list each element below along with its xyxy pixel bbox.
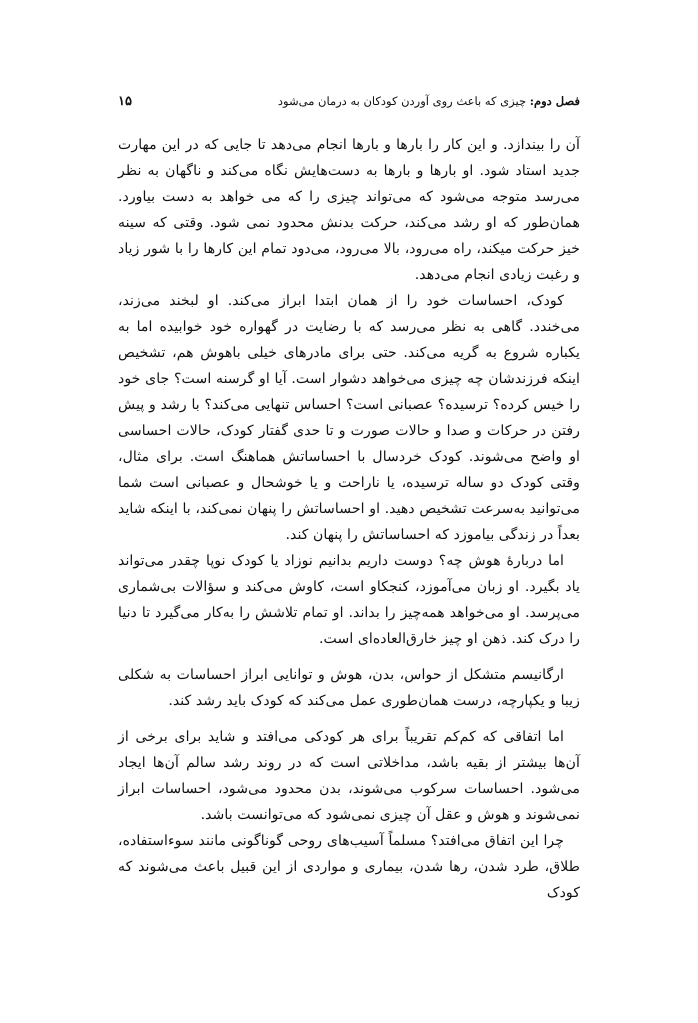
chapter-label: فصل دوم: <box>529 94 580 108</box>
paragraph: ارگانیسم متشکل از حواس، بدن، هوش و توانایی ابراز احساسات به شکلی زیبا و یکپارچه، درست همان‌طوری عمل می‌کند که کودک باید رشد کند. <box>118 667 580 709</box>
running-header <box>118 90 580 112</box>
body-text <box>118 132 580 906</box>
chapter-title: چیزی که باعث روی آوردن کودکان به درمان می‌شود <box>277 94 530 108</box>
paragraph: آن را بیندازد. و این کار را بارها و بارها انجام می‌دهد تا جایی که در این مهارت جدید استاد شود. او بارها و بارها به دست‌هایش نگاه می‌کند و ناگهان به نظر می‌رسد متوجه می‌شود که می‌تواند چیزی را که می خواهد به دست بیاورد. همان‌طور که او رشد می‌کند، حرکت بدنش محدود نمی شود. وقتی که سینه خیز حرکت میکند، راه می‌رود، بالا می‌رود، می‌دود تمام این کارها را با شور زیاد و رغبت زیادی انجام می‌دهد. <box>118 137 580 283</box>
page-number: ۱۵ <box>118 93 132 109</box>
chapter-heading <box>278 94 580 108</box>
paragraph: چرا این اتفاق می‌افتد؟ مسلماً آسیب‌های روحی گوناگونی مانند سوءاستفاده، طلاق، طرد شدن، رها شدن، بیماری و مواردی از این قبیل باعث می‌شوند که کودک <box>118 833 580 901</box>
paragraph: کودک، احساسات خود را از همان ابتدا ابراز می‌کند. او لبخند می‌زند، می‌خندد. گاهی به نظر می‌رسد که با رضایت در گهواره خود خوابیده اما به یکباره شروع به گریه می‌کند. حتی برای مادرهای خیلی باهوش هم، تشخیص اینکه فرزندشان چه چیزی می‌خواهد دشوار است. آیا او گرسنه است؟ جای خود را خیس کرده؟ ترسیده؟ عصبانی است؟ احساس تنهایی می‌کند؟ با رشد و پیش رفتن در حرکات و صدا و حالات صورت و تا حدی گفتار کودک، حالات احساسی او واضح می‌شوند. کودک خردسال با احساساتش هماهنگ است. برای مثال، وقتی کودک دو ساله ترسیده، یا ناراحت و یا خوشحال و عصبانی است شما می‌توانید به‌سرعت تشخیص دهید. او احساساتش را پنهان نمی‌کند، با اینکه شاید بعداً در زندگی بیاموزد که احساساتش را پنهان کند. <box>118 293 580 543</box>
paragraph: اما اتفاقی که کم‌کم تقریباً برای هر کودکی می‌افتد و شاید برای برخی از آن‌ها بیشتر از بقیه باشد، مداخلاتی است که در روند رشد سالم آن‌ها ایجاد می‌شود. احساسات سرکوب می‌شوند، بدن محدود می‌شود، احساسات ابراز نمی‌شوند و هوش و عقل آن چیزی نمی‌شود که می‌توانست باشد. <box>118 729 580 823</box>
paragraph: اما دربارهٔ هوش چه؟ دوست داریم بدانیم نوزاد یا کودک نوپا چقدر می‌تواند یاد بگیرد. او زبان می‌آموزد، کنجکاو است، کاوش می‌کند و سؤالات بی‌شماری می‌پرسد. او می‌خواهد همه‌چیز را بداند. او تمام تلاشش را به‌کار می‌گیرد تا دنیا را درک کند. ذهن او چیز خارق‌العاده‌ای است. <box>118 553 580 647</box>
